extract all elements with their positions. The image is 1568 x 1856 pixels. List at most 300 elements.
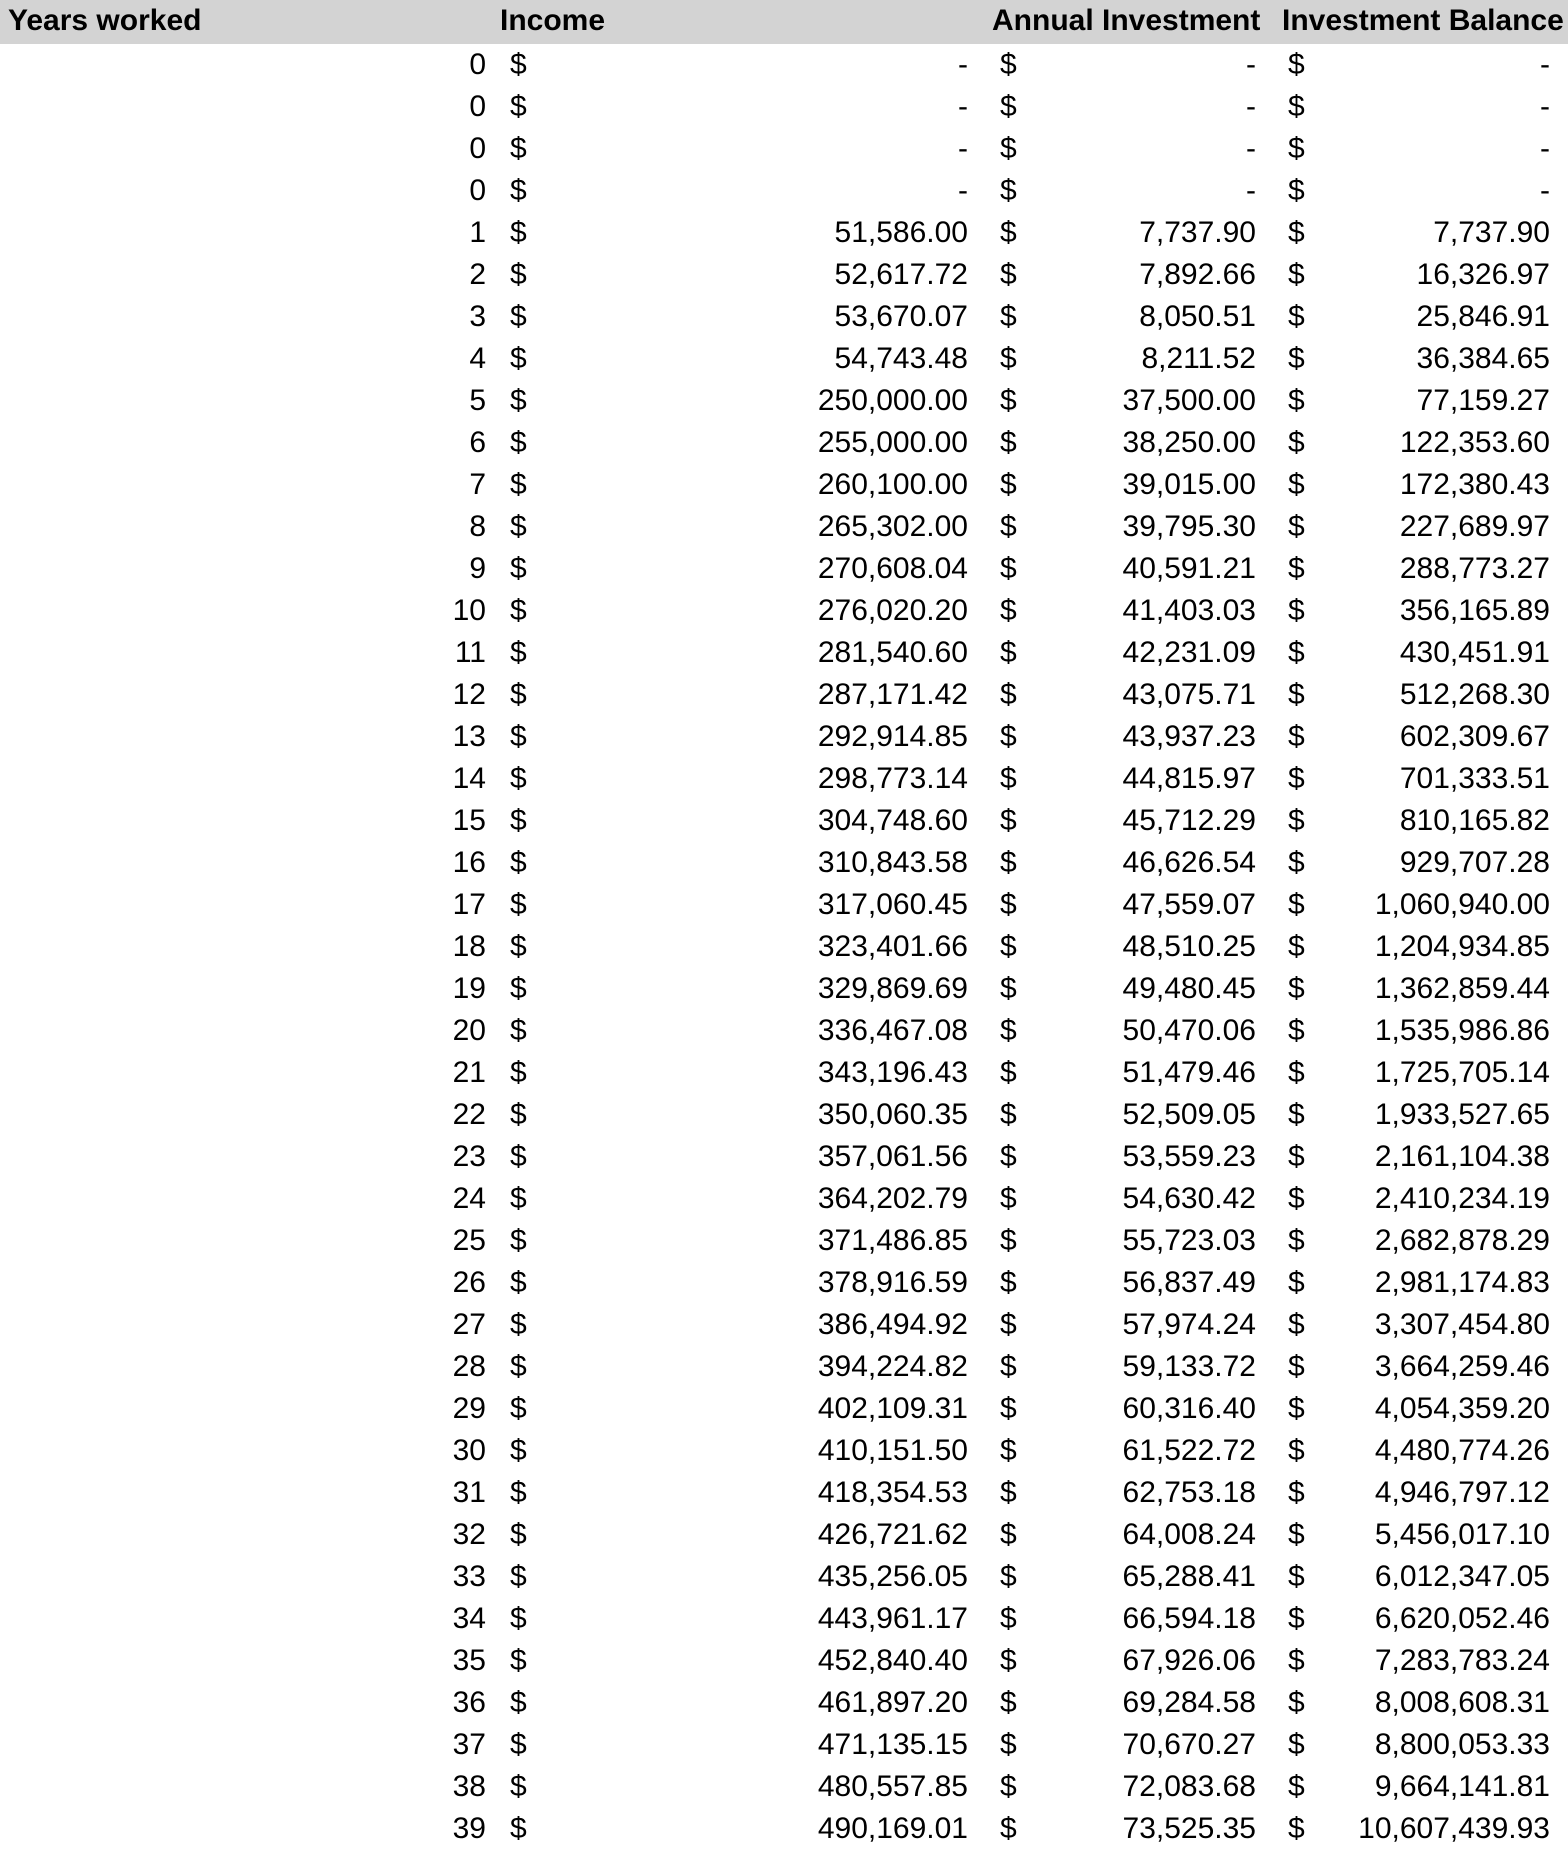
year-cell[interactable]: 24 — [452, 1182, 486, 1215]
annual-investment-cell[interactable]: 72,083.68 — [1122, 1770, 1256, 1803]
balance-currency-symbol[interactable]: $ — [1288, 1476, 1305, 1509]
year-cell[interactable]: 2 — [469, 258, 486, 291]
year-cell[interactable]: 22 — [452, 1098, 486, 1131]
income-currency-symbol[interactable]: $ — [510, 1056, 527, 1089]
investment-balance-cell[interactable]: 3,664,259.46 — [1374, 1350, 1550, 1383]
income-cell[interactable]: 386,494.92 — [817, 1308, 968, 1341]
annual-investment-cell[interactable]: 8,211.52 — [1141, 342, 1256, 375]
annual-currency-symbol[interactable]: $ — [1000, 888, 1017, 921]
income-cell[interactable]: 394,224.82 — [817, 1350, 968, 1383]
investment-balance-cell[interactable]: 1,933,527.65 — [1374, 1098, 1550, 1131]
annual-currency-symbol[interactable]: $ — [1000, 1266, 1017, 1299]
annual-currency-symbol[interactable]: $ — [1000, 1182, 1017, 1215]
income-cell[interactable]: 54,743.48 — [834, 342, 968, 375]
income-cell[interactable]: 357,061.56 — [817, 1140, 968, 1173]
annual-investment-cell[interactable]: 7,737.90 — [1139, 216, 1256, 249]
annual-investment-cell[interactable]: 56,837.49 — [1122, 1266, 1256, 1299]
income-cell[interactable]: 260,100.00 — [817, 468, 968, 501]
investment-balance-cell[interactable]: - — [1540, 48, 1550, 81]
investment-balance-cell[interactable]: 356,165.89 — [1399, 594, 1550, 627]
year-cell[interactable]: 0 — [469, 48, 486, 81]
annual-currency-symbol[interactable]: $ — [1000, 636, 1017, 669]
income-currency-symbol[interactable]: $ — [510, 1182, 527, 1215]
income-currency-symbol[interactable]: $ — [510, 636, 527, 669]
balance-currency-symbol[interactable]: $ — [1288, 1728, 1305, 1761]
annual-investment-cell[interactable]: 46,626.54 — [1122, 846, 1256, 879]
balance-currency-symbol[interactable]: $ — [1288, 1392, 1305, 1425]
annual-investment-cell[interactable]: 51,479.46 — [1122, 1056, 1256, 1089]
income-currency-symbol[interactable]: $ — [510, 888, 527, 921]
income-cell[interactable]: 471,135.15 — [817, 1728, 968, 1761]
income-currency-symbol[interactable]: $ — [510, 216, 527, 249]
income-currency-symbol[interactable]: $ — [510, 552, 527, 585]
balance-currency-symbol[interactable]: $ — [1288, 846, 1305, 879]
income-cell[interactable]: 329,869.69 — [817, 972, 968, 1005]
annual-investment-cell[interactable]: 53,559.23 — [1122, 1140, 1256, 1173]
annual-currency-symbol[interactable]: $ — [1000, 678, 1017, 711]
year-cell[interactable]: 36 — [452, 1686, 486, 1719]
investment-balance-cell[interactable]: 77,159.27 — [1416, 384, 1550, 417]
income-currency-symbol[interactable]: $ — [510, 1644, 527, 1677]
income-cell[interactable]: - — [958, 132, 968, 165]
investment-balance-cell[interactable]: 8,800,053.33 — [1374, 1728, 1550, 1761]
annual-investment-cell[interactable]: 43,075.71 — [1122, 678, 1256, 711]
year-cell[interactable]: 15 — [452, 804, 486, 837]
income-cell[interactable]: 298,773.14 — [817, 762, 968, 795]
income-currency-symbol[interactable]: $ — [510, 1812, 527, 1845]
balance-currency-symbol[interactable]: $ — [1288, 1686, 1305, 1719]
investment-balance-cell[interactable]: 430,451.91 — [1399, 636, 1550, 669]
annual-currency-symbol[interactable]: $ — [1000, 1098, 1017, 1131]
balance-currency-symbol[interactable]: $ — [1288, 48, 1305, 81]
income-cell[interactable]: 452,840.40 — [817, 1644, 968, 1677]
income-currency-symbol[interactable]: $ — [510, 1014, 527, 1047]
income-currency-symbol[interactable]: $ — [510, 1098, 527, 1131]
income-currency-symbol[interactable]: $ — [510, 1560, 527, 1593]
annual-currency-symbol[interactable]: $ — [1000, 426, 1017, 459]
investment-balance-cell[interactable]: 2,682,878.29 — [1374, 1224, 1550, 1257]
year-cell[interactable]: 31 — [452, 1476, 486, 1509]
annual-investment-cell[interactable]: 70,670.27 — [1122, 1728, 1256, 1761]
annual-currency-symbol[interactable]: $ — [1000, 1224, 1017, 1257]
income-cell[interactable]: 343,196.43 — [817, 1056, 968, 1089]
annual-investment-cell[interactable]: 47,559.07 — [1122, 888, 1256, 921]
annual-investment-cell[interactable]: 44,815.97 — [1122, 762, 1256, 795]
investment-balance-cell[interactable]: 36,384.65 — [1416, 342, 1550, 375]
balance-currency-symbol[interactable]: $ — [1288, 720, 1305, 753]
annual-investment-cell[interactable]: - — [1246, 90, 1256, 123]
balance-currency-symbol[interactable]: $ — [1288, 972, 1305, 1005]
income-currency-symbol[interactable]: $ — [510, 132, 527, 165]
investment-balance-cell[interactable]: 6,620,052.46 — [1374, 1602, 1550, 1635]
annual-investment-cell[interactable]: 57,974.24 — [1122, 1308, 1256, 1341]
annual-investment-cell[interactable]: - — [1246, 174, 1256, 207]
income-currency-symbol[interactable]: $ — [510, 1224, 527, 1257]
income-currency-symbol[interactable]: $ — [510, 384, 527, 417]
income-currency-symbol[interactable]: $ — [510, 804, 527, 837]
annual-currency-symbol[interactable]: $ — [1000, 1308, 1017, 1341]
balance-currency-symbol[interactable]: $ — [1288, 426, 1305, 459]
income-cell[interactable]: 350,060.35 — [817, 1098, 968, 1131]
income-cell[interactable]: 371,486.85 — [817, 1224, 968, 1257]
balance-currency-symbol[interactable]: $ — [1288, 300, 1305, 333]
balance-currency-symbol[interactable]: $ — [1288, 468, 1305, 501]
income-currency-symbol[interactable]: $ — [510, 300, 527, 333]
annual-investment-cell[interactable]: 41,403.03 — [1122, 594, 1256, 627]
annual-investment-cell[interactable]: 59,133.72 — [1122, 1350, 1256, 1383]
annual-currency-symbol[interactable]: $ — [1000, 1518, 1017, 1551]
income-currency-symbol[interactable]: $ — [510, 468, 527, 501]
balance-currency-symbol[interactable]: $ — [1288, 1182, 1305, 1215]
annual-investment-cell[interactable]: 7,892.66 — [1139, 258, 1256, 291]
income-cell[interactable]: - — [958, 174, 968, 207]
annual-investment-cell[interactable]: 50,470.06 — [1122, 1014, 1256, 1047]
income-cell[interactable]: 323,401.66 — [817, 930, 968, 963]
income-currency-symbol[interactable]: $ — [510, 762, 527, 795]
year-cell[interactable]: 12 — [452, 678, 486, 711]
year-cell[interactable]: 32 — [452, 1518, 486, 1551]
income-currency-symbol[interactable]: $ — [510, 972, 527, 1005]
year-cell[interactable]: 21 — [452, 1056, 486, 1089]
annual-currency-symbol[interactable]: $ — [1000, 804, 1017, 837]
annual-currency-symbol[interactable]: $ — [1000, 1686, 1017, 1719]
balance-currency-symbol[interactable]: $ — [1288, 1518, 1305, 1551]
income-currency-symbol[interactable]: $ — [510, 1602, 527, 1635]
investment-balance-cell[interactable]: 1,535,986.86 — [1374, 1014, 1550, 1047]
annual-investment-cell[interactable]: 40,591.21 — [1122, 552, 1256, 585]
balance-currency-symbol[interactable]: $ — [1288, 1560, 1305, 1593]
income-currency-symbol[interactable]: $ — [510, 426, 527, 459]
year-cell[interactable]: 18 — [452, 930, 486, 963]
annual-investment-cell[interactable]: 73,525.35 — [1122, 1812, 1256, 1845]
annual-currency-symbol[interactable]: $ — [1000, 384, 1017, 417]
balance-currency-symbol[interactable]: $ — [1288, 888, 1305, 921]
balance-currency-symbol[interactable]: $ — [1288, 678, 1305, 711]
investment-balance-cell[interactable]: 1,725,705.14 — [1374, 1056, 1550, 1089]
year-cell[interactable]: 27 — [452, 1308, 486, 1341]
balance-currency-symbol[interactable]: $ — [1288, 762, 1305, 795]
balance-currency-symbol[interactable]: $ — [1288, 804, 1305, 837]
income-currency-symbol[interactable]: $ — [510, 1476, 527, 1509]
income-cell[interactable]: 53,670.07 — [834, 300, 968, 333]
investment-balance-cell[interactable]: - — [1540, 132, 1550, 165]
year-cell[interactable]: 30 — [452, 1434, 486, 1467]
annual-investment-cell[interactable]: 8,050.51 — [1139, 300, 1256, 333]
income-currency-symbol[interactable]: $ — [510, 90, 527, 123]
investment-balance-cell[interactable]: 2,161,104.38 — [1374, 1140, 1550, 1173]
annual-currency-symbol[interactable]: $ — [1000, 972, 1017, 1005]
annual-investment-cell[interactable]: 52,509.05 — [1122, 1098, 1256, 1131]
income-currency-symbol[interactable]: $ — [510, 1350, 527, 1383]
annual-currency-symbol[interactable]: $ — [1000, 48, 1017, 81]
annual-currency-symbol[interactable]: $ — [1000, 342, 1017, 375]
year-cell[interactable]: 29 — [452, 1392, 486, 1425]
balance-currency-symbol[interactable]: $ — [1288, 594, 1305, 627]
income-currency-symbol[interactable]: $ — [510, 1770, 527, 1803]
header-income[interactable]: Income — [500, 4, 606, 37]
balance-currency-symbol[interactable]: $ — [1288, 1056, 1305, 1089]
annual-currency-symbol[interactable]: $ — [1000, 1476, 1017, 1509]
balance-currency-symbol[interactable]: $ — [1288, 1014, 1305, 1047]
income-cell[interactable]: 51,586.00 — [834, 216, 968, 249]
balance-currency-symbol[interactable]: $ — [1288, 1350, 1305, 1383]
year-cell[interactable]: 28 — [452, 1350, 486, 1383]
investment-balance-cell[interactable]: - — [1540, 90, 1550, 123]
annual-investment-cell[interactable]: 60,316.40 — [1122, 1392, 1256, 1425]
income-cell[interactable]: 270,608.04 — [817, 552, 968, 585]
investment-balance-cell[interactable]: 172,380.43 — [1399, 468, 1550, 501]
annual-investment-cell[interactable]: 37,500.00 — [1122, 384, 1256, 417]
income-currency-symbol[interactable]: $ — [510, 48, 527, 81]
year-cell[interactable]: 8 — [469, 510, 486, 543]
income-currency-symbol[interactable]: $ — [510, 1266, 527, 1299]
investment-balance-cell[interactable]: 4,946,797.12 — [1374, 1476, 1550, 1509]
investment-balance-cell[interactable]: 16,326.97 — [1416, 258, 1550, 291]
year-cell[interactable]: 14 — [452, 762, 486, 795]
balance-currency-symbol[interactable]: $ — [1288, 132, 1305, 165]
annual-investment-cell[interactable]: 39,015.00 — [1122, 468, 1256, 501]
balance-currency-symbol[interactable]: $ — [1288, 1098, 1305, 1131]
investment-balance-cell[interactable]: 3,307,454.80 — [1374, 1308, 1550, 1341]
annual-currency-symbol[interactable]: $ — [1000, 1812, 1017, 1845]
annual-investment-cell[interactable]: 38,250.00 — [1122, 426, 1256, 459]
header-annual-investment[interactable]: Annual Investment — [992, 4, 1261, 37]
year-cell[interactable]: 37 — [452, 1728, 486, 1761]
income-currency-symbol[interactable]: $ — [510, 510, 527, 543]
annual-currency-symbol[interactable]: $ — [1000, 1056, 1017, 1089]
investment-balance-cell[interactable]: 288,773.27 — [1399, 552, 1550, 585]
income-currency-symbol[interactable]: $ — [510, 846, 527, 879]
investment-balance-cell[interactable]: 1,060,940.00 — [1374, 888, 1550, 921]
income-cell[interactable]: 265,302.00 — [817, 510, 968, 543]
income-cell[interactable]: 304,748.60 — [817, 804, 968, 837]
year-cell[interactable]: 25 — [452, 1224, 486, 1257]
annual-currency-symbol[interactable]: $ — [1000, 594, 1017, 627]
investment-balance-cell[interactable]: 602,309.67 — [1399, 720, 1550, 753]
year-cell[interactable]: 1 — [469, 216, 486, 249]
annual-investment-cell[interactable]: 62,753.18 — [1122, 1476, 1256, 1509]
year-cell[interactable]: 38 — [452, 1770, 486, 1803]
annual-currency-symbol[interactable]: $ — [1000, 1434, 1017, 1467]
annual-currency-symbol[interactable]: $ — [1000, 132, 1017, 165]
income-currency-symbol[interactable]: $ — [510, 720, 527, 753]
income-currency-symbol[interactable]: $ — [510, 1728, 527, 1761]
income-currency-symbol[interactable]: $ — [510, 1518, 527, 1551]
annual-currency-symbol[interactable]: $ — [1000, 468, 1017, 501]
investment-balance-cell[interactable]: 701,333.51 — [1399, 762, 1550, 795]
year-cell[interactable]: 23 — [452, 1140, 486, 1173]
income-cell[interactable]: 490,169.01 — [817, 1812, 968, 1845]
annual-investment-cell[interactable]: 48,510.25 — [1122, 930, 1256, 963]
income-cell[interactable]: 435,256.05 — [817, 1560, 968, 1593]
income-cell[interactable]: 52,617.72 — [834, 258, 968, 291]
annual-currency-symbol[interactable]: $ — [1000, 930, 1017, 963]
income-cell[interactable]: - — [958, 48, 968, 81]
year-cell[interactable]: 0 — [469, 90, 486, 123]
investment-balance-cell[interactable]: 9,664,141.81 — [1374, 1770, 1550, 1803]
income-currency-symbol[interactable]: $ — [510, 1686, 527, 1719]
balance-currency-symbol[interactable]: $ — [1288, 1602, 1305, 1635]
income-cell[interactable]: - — [958, 90, 968, 123]
income-cell[interactable]: 426,721.62 — [817, 1518, 968, 1551]
annual-currency-symbol[interactable]: $ — [1000, 1140, 1017, 1173]
annual-investment-cell[interactable]: 39,795.30 — [1122, 510, 1256, 543]
year-cell[interactable]: 39 — [452, 1812, 486, 1845]
investment-balance-cell[interactable]: 25,846.91 — [1416, 300, 1550, 333]
year-cell[interactable]: 11 — [454, 636, 486, 669]
investment-balance-cell[interactable]: 1,204,934.85 — [1374, 930, 1550, 963]
income-currency-symbol[interactable]: $ — [510, 930, 527, 963]
annual-currency-symbol[interactable]: $ — [1000, 1728, 1017, 1761]
year-cell[interactable]: 35 — [452, 1644, 486, 1677]
income-cell[interactable]: 336,467.08 — [817, 1014, 968, 1047]
year-cell[interactable]: 19 — [452, 972, 486, 1005]
annual-investment-cell[interactable]: 43,937.23 — [1122, 720, 1256, 753]
income-cell[interactable]: 292,914.85 — [817, 720, 968, 753]
year-cell[interactable]: 16 — [452, 846, 486, 879]
balance-currency-symbol[interactable]: $ — [1288, 1266, 1305, 1299]
income-cell[interactable]: 250,000.00 — [817, 384, 968, 417]
income-cell[interactable]: 480,557.85 — [817, 1770, 968, 1803]
year-cell[interactable]: 7 — [469, 468, 486, 501]
income-cell[interactable]: 418,354.53 — [817, 1476, 968, 1509]
income-cell[interactable]: 378,916.59 — [817, 1266, 968, 1299]
balance-currency-symbol[interactable]: $ — [1288, 1770, 1305, 1803]
header-years-worked[interactable]: Years worked — [8, 4, 202, 37]
investment-balance-cell[interactable]: 512,268.30 — [1399, 678, 1550, 711]
income-cell[interactable]: 287,171.42 — [817, 678, 968, 711]
annual-currency-symbol[interactable]: $ — [1000, 90, 1017, 123]
income-cell[interactable]: 276,020.20 — [817, 594, 968, 627]
year-cell[interactable]: 20 — [452, 1014, 486, 1047]
income-currency-symbol[interactable]: $ — [510, 678, 527, 711]
header-investment-balance[interactable]: Investment Balance — [1282, 4, 1564, 37]
income-cell[interactable]: 255,000.00 — [817, 426, 968, 459]
balance-currency-symbol[interactable]: $ — [1288, 930, 1305, 963]
annual-investment-cell[interactable]: 55,723.03 — [1122, 1224, 1256, 1257]
investment-balance-cell[interactable]: - — [1540, 174, 1550, 207]
year-cell[interactable]: 33 — [452, 1560, 486, 1593]
annual-currency-symbol[interactable]: $ — [1000, 552, 1017, 585]
investment-balance-cell[interactable]: 7,283,783.24 — [1374, 1644, 1550, 1677]
annual-currency-symbol[interactable]: $ — [1000, 1392, 1017, 1425]
annual-investment-cell[interactable]: 67,926.06 — [1122, 1644, 1256, 1677]
income-cell[interactable]: 317,060.45 — [817, 888, 968, 921]
year-cell[interactable]: 9 — [469, 552, 486, 585]
balance-currency-symbol[interactable]: $ — [1288, 384, 1305, 417]
annual-currency-symbol[interactable]: $ — [1000, 1602, 1017, 1635]
investment-balance-cell[interactable]: 8,008,608.31 — [1374, 1686, 1550, 1719]
annual-currency-symbol[interactable]: $ — [1000, 300, 1017, 333]
balance-currency-symbol[interactable]: $ — [1288, 510, 1305, 543]
investment-balance-cell[interactable]: 5,456,017.10 — [1374, 1518, 1550, 1551]
investment-balance-cell[interactable]: 10,607,439.93 — [1358, 1812, 1550, 1845]
investment-balance-cell[interactable]: 2,410,234.19 — [1374, 1182, 1550, 1215]
balance-currency-symbol[interactable]: $ — [1288, 1224, 1305, 1257]
year-cell[interactable]: 34 — [452, 1602, 486, 1635]
annual-currency-symbol[interactable]: $ — [1000, 258, 1017, 291]
income-currency-symbol[interactable]: $ — [510, 174, 527, 207]
balance-currency-symbol[interactable]: $ — [1288, 258, 1305, 291]
year-cell[interactable]: 0 — [469, 132, 486, 165]
annual-investment-cell[interactable]: 54,630.42 — [1122, 1182, 1256, 1215]
income-currency-symbol[interactable]: $ — [510, 1392, 527, 1425]
income-currency-symbol[interactable]: $ — [510, 1140, 527, 1173]
year-cell[interactable]: 4 — [469, 342, 486, 375]
investment-balance-cell[interactable]: 227,689.97 — [1399, 510, 1550, 543]
annual-investment-cell[interactable]: - — [1246, 132, 1256, 165]
year-cell[interactable]: 26 — [452, 1266, 486, 1299]
income-cell[interactable]: 443,961.17 — [817, 1602, 968, 1635]
annual-currency-symbol[interactable]: $ — [1000, 1560, 1017, 1593]
income-cell[interactable]: 310,843.58 — [817, 846, 968, 879]
annual-currency-symbol[interactable]: $ — [1000, 216, 1017, 249]
annual-currency-symbol[interactable]: $ — [1000, 1770, 1017, 1803]
income-cell[interactable]: 364,202.79 — [817, 1182, 968, 1215]
annual-investment-cell[interactable]: 64,008.24 — [1122, 1518, 1256, 1551]
investment-balance-cell[interactable]: 7,737.90 — [1433, 216, 1550, 249]
annual-currency-symbol[interactable]: $ — [1000, 1014, 1017, 1047]
annual-investment-cell[interactable]: 65,288.41 — [1122, 1560, 1256, 1593]
balance-currency-symbol[interactable]: $ — [1288, 216, 1305, 249]
year-cell[interactable]: 6 — [469, 426, 486, 459]
income-currency-symbol[interactable]: $ — [510, 342, 527, 375]
annual-investment-cell[interactable]: 45,712.29 — [1122, 804, 1256, 837]
income-cell[interactable]: 461,897.20 — [817, 1686, 968, 1719]
investment-balance-cell[interactable]: 4,054,359.20 — [1374, 1392, 1550, 1425]
income-cell[interactable]: 410,151.50 — [817, 1434, 968, 1467]
balance-currency-symbol[interactable]: $ — [1288, 90, 1305, 123]
investment-balance-cell[interactable]: 810,165.82 — [1399, 804, 1550, 837]
investment-balance-cell[interactable]: 122,353.60 — [1399, 426, 1550, 459]
annual-investment-cell[interactable]: 49,480.45 — [1122, 972, 1256, 1005]
balance-currency-symbol[interactable]: $ — [1288, 1140, 1305, 1173]
balance-currency-symbol[interactable]: $ — [1288, 1434, 1305, 1467]
annual-investment-cell[interactable]: - — [1246, 48, 1256, 81]
income-currency-symbol[interactable]: $ — [510, 1308, 527, 1341]
annual-currency-symbol[interactable]: $ — [1000, 1644, 1017, 1677]
balance-currency-symbol[interactable]: $ — [1288, 552, 1305, 585]
annual-currency-symbol[interactable]: $ — [1000, 846, 1017, 879]
income-currency-symbol[interactable]: $ — [510, 594, 527, 627]
annual-investment-cell[interactable]: 66,594.18 — [1122, 1602, 1256, 1635]
investment-balance-cell[interactable]: 4,480,774.26 — [1374, 1434, 1550, 1467]
annual-investment-cell[interactable]: 69,284.58 — [1122, 1686, 1256, 1719]
investment-balance-cell[interactable]: 929,707.28 — [1399, 846, 1550, 879]
balance-currency-symbol[interactable]: $ — [1288, 1644, 1305, 1677]
income-cell[interactable]: 402,109.31 — [817, 1392, 968, 1425]
investment-balance-cell[interactable]: 1,362,859.44 — [1374, 972, 1550, 1005]
balance-currency-symbol[interactable]: $ — [1288, 1308, 1305, 1341]
annual-investment-cell[interactable]: 61,522.72 — [1122, 1434, 1256, 1467]
balance-currency-symbol[interactable]: $ — [1288, 174, 1305, 207]
income-currency-symbol[interactable]: $ — [510, 258, 527, 291]
annual-investment-cell[interactable]: 42,231.09 — [1122, 636, 1256, 669]
year-cell[interactable]: 5 — [469, 384, 486, 417]
year-cell[interactable]: 17 — [452, 888, 486, 921]
balance-currency-symbol[interactable]: $ — [1288, 342, 1305, 375]
year-cell[interactable]: 0 — [469, 174, 486, 207]
income-cell[interactable]: 281,540.60 — [817, 636, 968, 669]
year-cell[interactable]: 10 — [452, 594, 486, 627]
annual-currency-symbol[interactable]: $ — [1000, 510, 1017, 543]
annual-currency-symbol[interactable]: $ — [1000, 1350, 1017, 1383]
annual-currency-symbol[interactable]: $ — [1000, 174, 1017, 207]
year-cell[interactable]: 3 — [469, 300, 486, 333]
balance-currency-symbol[interactable]: $ — [1288, 1812, 1305, 1845]
annual-currency-symbol[interactable]: $ — [1000, 762, 1017, 795]
investment-balance-cell[interactable]: 6,012,347.05 — [1374, 1560, 1550, 1593]
